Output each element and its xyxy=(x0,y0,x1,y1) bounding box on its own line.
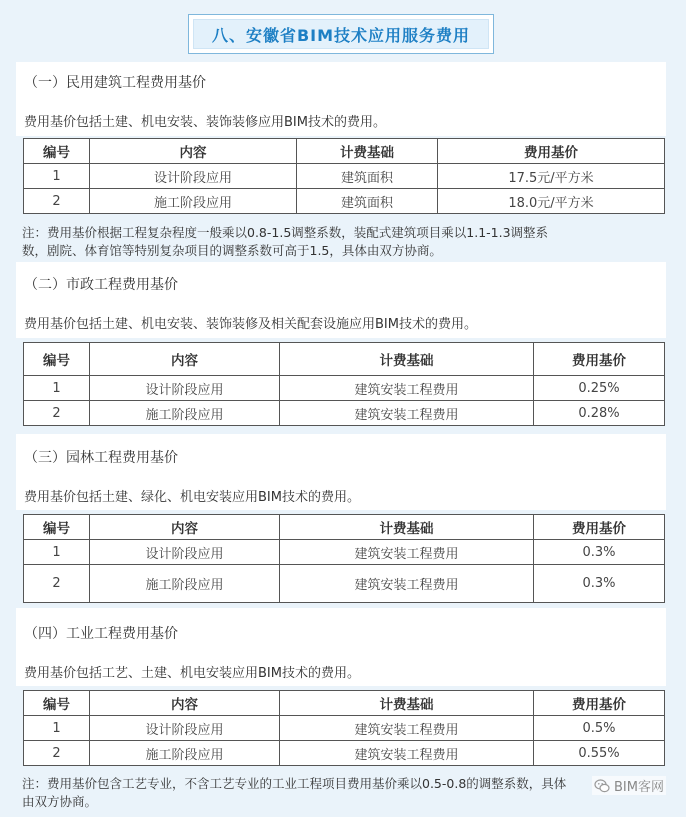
table-header-row xyxy=(24,515,665,540)
cell-content: 设计阶段应用 xyxy=(90,716,280,741)
cell-content: 施工阶段应用 xyxy=(90,401,280,426)
section-title: 八、安徽省BIM技术应用服务费用 xyxy=(193,19,489,49)
section-description: 费用基价包括土建、绿化、机电安装应用BIM技术的费用。 xyxy=(24,490,360,505)
watermark xyxy=(592,776,666,795)
cell-number: 2 xyxy=(24,741,90,766)
cell-number: 1 xyxy=(24,540,90,565)
note-line: 由双方协商。 xyxy=(22,794,98,809)
header-basis: 计费基础 xyxy=(280,343,534,376)
table-row xyxy=(24,189,665,214)
cell-price: 0.55% xyxy=(534,741,665,766)
table-row xyxy=(24,401,665,426)
table-row xyxy=(24,540,665,565)
cell-price: 0.3% xyxy=(534,540,665,565)
table-header-row xyxy=(24,691,665,716)
header-content: 内容 xyxy=(90,139,297,164)
section-description: 费用基价包括土建、机电安装、装饰装修应用BIM技术的费用。 xyxy=(24,115,386,130)
header-number: 编号 xyxy=(24,139,90,164)
note-line: 注：费用基价根据工程复杂程度一般乘以0.8-1.5调整系数，装配式建筑项目乘以1.1-1.3调整系 xyxy=(22,225,549,240)
fee-table xyxy=(23,342,665,426)
watermark-text: BIM客网 xyxy=(614,780,664,795)
cell-content: 施工阶段应用 xyxy=(90,741,280,766)
cell-content: 施工阶段应用 xyxy=(90,565,280,603)
header-price: 费用基价 xyxy=(534,691,665,716)
section-title-box xyxy=(188,14,494,54)
cell-price: 17.5元/平方米 xyxy=(438,164,665,189)
section-description: 费用基价包括土建、机电安装、装饰装修及相关配套设施应用BIM技术的费用。 xyxy=(24,317,477,332)
header-content: 内容 xyxy=(90,343,280,376)
cell-number: 2 xyxy=(24,565,90,603)
table-row xyxy=(24,565,665,603)
cell-number: 1 xyxy=(24,164,90,189)
section-description: 费用基价包括工艺、土建、机电安装应用BIM技术的费用。 xyxy=(24,666,360,681)
header-number: 编号 xyxy=(24,691,90,716)
cell-content: 设计阶段应用 xyxy=(90,540,280,565)
header-number: 编号 xyxy=(24,343,90,376)
table-row xyxy=(24,716,665,741)
header-basis: 计费基础 xyxy=(280,515,534,540)
header-price: 费用基价 xyxy=(438,139,665,164)
fee-table xyxy=(23,138,665,214)
cell-number: 1 xyxy=(24,376,90,401)
section-heading: （三）园林工程费用基价 xyxy=(24,450,178,466)
cell-basis: 建筑安装工程费用 xyxy=(280,376,534,401)
header-basis: 计费基础 xyxy=(280,691,534,716)
cell-content: 施工阶段应用 xyxy=(90,189,297,214)
section-heading: （四）工业工程费用基价 xyxy=(24,626,178,642)
table-row xyxy=(24,376,665,401)
cell-basis: 建筑安装工程费用 xyxy=(280,401,534,426)
cell-basis: 建筑安装工程费用 xyxy=(280,716,534,741)
header-price: 费用基价 xyxy=(534,343,665,376)
header-content: 内容 xyxy=(90,691,280,716)
note-line: 注：费用基价包含工艺专业，不含工艺专业的工业工程项目费用基价乘以0.5-0.8的调整系数，具体 xyxy=(22,776,567,791)
fee-table xyxy=(23,690,665,766)
header-number: 编号 xyxy=(24,515,90,540)
cell-price: 0.3% xyxy=(534,565,665,603)
header-price: 费用基价 xyxy=(534,515,665,540)
cell-basis: 建筑安装工程费用 xyxy=(280,565,534,603)
wechat-icon xyxy=(594,778,610,794)
cell-number: 1 xyxy=(24,716,90,741)
cell-basis: 建筑安装工程费用 xyxy=(280,741,534,766)
cell-price: 0.28% xyxy=(534,401,665,426)
cell-content: 设计阶段应用 xyxy=(90,376,280,401)
note-text xyxy=(22,224,668,260)
cell-price: 0.25% xyxy=(534,376,665,401)
cell-price: 18.0元/平方米 xyxy=(438,189,665,214)
cell-number: 2 xyxy=(24,189,90,214)
table-header-row xyxy=(24,139,665,164)
cell-basis: 建筑安装工程费用 xyxy=(280,540,534,565)
note-line: 数，剧院、体育馆等特别复杂项目的调整系数可高于1.5，具体由双方协商。 xyxy=(22,243,442,258)
cell-basis: 建筑面积 xyxy=(297,164,438,189)
table-row xyxy=(24,164,665,189)
fee-table xyxy=(23,514,665,603)
table-row xyxy=(24,741,665,766)
cell-price: 0.5% xyxy=(534,716,665,741)
note-text xyxy=(22,775,668,811)
cell-content: 设计阶段应用 xyxy=(90,164,297,189)
table-header-row xyxy=(24,343,665,376)
cell-number: 2 xyxy=(24,401,90,426)
section-heading: （一）民用建筑工程费用基价 xyxy=(24,75,206,91)
section-heading: （二）市政工程费用基价 xyxy=(24,277,178,293)
header-content: 内容 xyxy=(90,515,280,540)
header-basis: 计费基础 xyxy=(297,139,438,164)
cell-basis: 建筑面积 xyxy=(297,189,438,214)
